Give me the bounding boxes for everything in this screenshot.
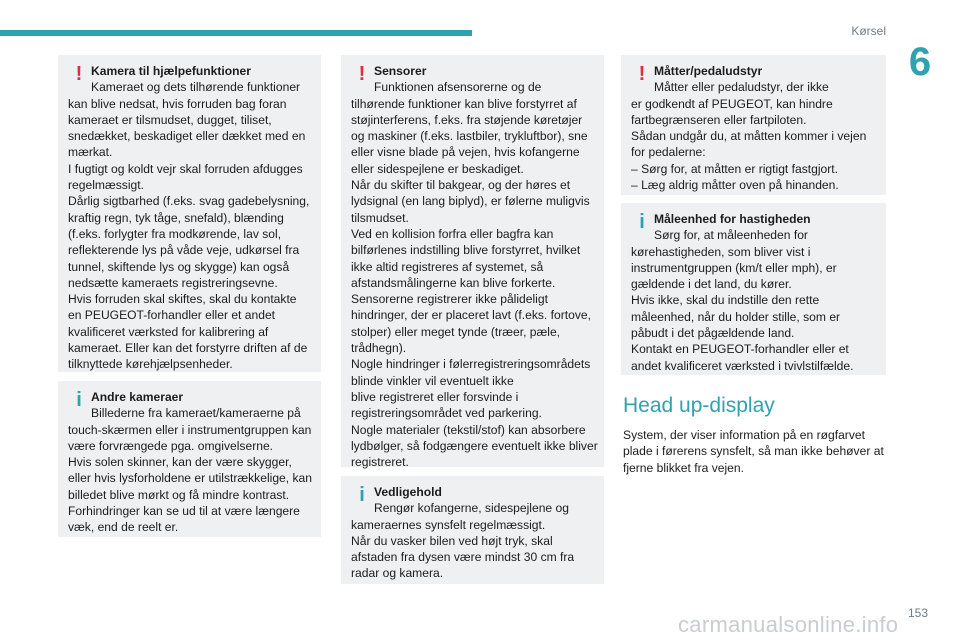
body-paragraph xyxy=(623,427,884,476)
page-number: 153 xyxy=(908,606,929,620)
box-line: Nogle hindringer i følerregistreringsområdets xyxy=(351,357,591,372)
box-line: eller hvis lysforholdene er utilstrækkelige, kan xyxy=(68,471,313,486)
paragraph-line: System, der viser information på en røgfarvet xyxy=(623,428,865,442)
box-line: afstandsmålingerne kan blive forkerte. xyxy=(351,275,556,290)
box-line: instrumentgruppen (km/t eller mph), er xyxy=(631,260,837,275)
box-line: kameraet. Eller kan det forstyrre driften af de xyxy=(68,341,308,356)
box-line: snedækket, beskadiget eller dækket med en xyxy=(68,129,306,144)
box-title: Måtter/pedaludstyr xyxy=(654,64,763,78)
warning-icon: ! xyxy=(638,63,646,85)
box-line: kan blive nedsat, hvis forruden bag foran xyxy=(68,96,287,111)
box-line: tilknyttede kørehjælpsenheder. xyxy=(68,357,233,372)
box-line: Når du vasker bilen ved højt tryk, skal xyxy=(351,533,553,548)
box-line: være forvrængede pga. omgivelserne. xyxy=(68,438,274,453)
box-line: Sensorerne registrerer ikke pålideligt xyxy=(351,292,548,307)
box-line: mærkat. xyxy=(68,145,113,160)
box-line: Rengør kofangerne, sidespejlene og xyxy=(374,501,569,516)
box-line: Sørg for, at måleenheden for xyxy=(654,228,808,243)
paragraph-line: fjerne blikket fra vejen. xyxy=(623,460,744,475)
box-line: blive registreret eller forsvinde i xyxy=(351,389,519,404)
box-line: – Læg aldrig måtter oven på hinanden. xyxy=(631,178,839,193)
box-line: eller sidespejlene er beskadiget. xyxy=(351,161,524,176)
box-header xyxy=(631,211,876,244)
chapter-number: 6 xyxy=(908,40,932,84)
box-line: lydsignal (en lang biplyd), er følerne muligvis xyxy=(351,194,590,209)
box-line: Måtter eller pedaludstyr, der ikke xyxy=(654,80,829,95)
box-header xyxy=(68,63,311,96)
box-line: – Sørg for, at måtten er rigtigt fastgjort. xyxy=(631,161,839,176)
box-line: væk, end de reelt er. xyxy=(68,520,179,535)
box-line: tunnel, skiftende lys og skygge) kan også xyxy=(68,259,290,274)
box-line: nedsætte kameraets registreringsevne. xyxy=(68,275,278,290)
box-line: I fugtigt og koldt vejr skal forruden afdugges xyxy=(68,161,303,176)
box-line: registreret. xyxy=(351,455,409,470)
box-line: tilhørende funktioner kan blive forstyrret af xyxy=(351,96,577,111)
info-box-speed-unit xyxy=(621,203,886,375)
box-line: regelmæssigt. xyxy=(68,178,144,193)
box-header xyxy=(351,63,594,96)
box-line: bilførlenes indstilling blive forstyrret, hvilket xyxy=(351,243,581,258)
box-line: kørehastigheden, som bliver vist i xyxy=(631,244,811,259)
box-line: registreringsområdet ved parkering. xyxy=(351,406,542,421)
box-line: fartbegrænseren eller fartpiloten. xyxy=(631,112,807,127)
box-header xyxy=(351,484,594,517)
box-line: gældende i det land, du kører. xyxy=(631,277,792,292)
box-line: Forhindringer kan se ud til at være længere xyxy=(68,504,300,519)
box-line: eller visne blade på vejen, hvis kofangerne xyxy=(351,145,580,160)
box-line: Dårlig sigtbarhed (f.eks. svag gadebelysning, xyxy=(68,194,310,209)
box-line: kraftig regn, tyk tåge, snefald), blænding xyxy=(68,210,284,225)
warning-box-mats xyxy=(621,55,886,195)
box-line: kameraet er tilsmudset, dugget, tiliset, xyxy=(68,112,272,127)
box-line: Sådan undgår du, at måtten kommer i vejen xyxy=(631,129,867,144)
box-line: støjinterferens, f.eks. fra støjende køretøjer xyxy=(351,112,583,127)
info-box-maintenance xyxy=(341,476,604,584)
box-header xyxy=(68,389,311,422)
paragraph-line: plade i førerens synsfelt, så man ikke behøver at xyxy=(623,444,884,459)
box-line: Funktionen afsensorerne og de xyxy=(374,80,542,95)
box-line: og maskiner (f.eks. lastbiler, trykluftbor), sne xyxy=(351,129,588,144)
box-line: tilsmudset. xyxy=(351,210,409,225)
box-line: en PEUGEOT-forhandler eller et andet xyxy=(68,308,276,323)
box-title: Kamera til hjælpefunktioner xyxy=(91,64,251,78)
box-line: billedet blive mørkt og få mindre kontrast. xyxy=(68,487,290,502)
box-line: er godkendt af PEUGEOT, kan hindre xyxy=(631,96,833,111)
box-line: afstaden fra dysen være mindst 30 cm fra xyxy=(351,550,575,565)
info-box-other-cameras xyxy=(58,381,321,537)
box-title: Andre kameraer xyxy=(91,390,184,404)
box-line: stolper) eller meget tynde (træer, pæle, xyxy=(351,324,561,339)
box-line: Kontakt en PEUGEOT-forhandler eller et xyxy=(631,342,849,357)
box-line: Billederne fra kameraet/kameraerne på xyxy=(91,406,301,421)
box-line: trådhegn). xyxy=(351,341,407,356)
box-line: Hvis forruden skal skiftes, skal du kontakte xyxy=(68,292,297,307)
box-line: reflekterende lys på våde veje, udkørsel fra xyxy=(68,243,300,258)
box-line: ikke altid registreres af systemet, så xyxy=(351,259,544,274)
warning-box-camera xyxy=(58,55,321,372)
box-line: Når du skifter til bakgear, og der høres et xyxy=(351,178,571,193)
box-line: blinde vinkler vil eventuelt ikke xyxy=(351,373,514,388)
box-title: Sensorer xyxy=(374,64,427,78)
box-line: Ved en kollision forfra eller bagfra kan xyxy=(351,226,554,241)
info-icon: i xyxy=(76,389,82,411)
box-line: Kameraet og dets tilhørende funktioner xyxy=(91,80,301,95)
box-line: kameraernes synsfelt regelmæssigt. xyxy=(351,517,546,532)
box-line: for pedalerne: xyxy=(631,145,706,160)
section-heading: Head up-display xyxy=(623,394,775,417)
header-accent-bar xyxy=(0,30,472,36)
info-icon: i xyxy=(359,484,365,506)
box-line: Hvis solen skinner, kan der være skygger, xyxy=(68,455,292,470)
box-line: Hvis ikke, skal du indstille den rette xyxy=(631,293,820,308)
box-line: (f.eks. forlygter fra modkørende, lav sol, xyxy=(68,226,282,241)
box-line: touch-skærmen eller i instrumentgruppen kan xyxy=(68,422,312,437)
watermark: carmanualsonline.info xyxy=(678,612,899,637)
box-line: Nogle materialer (tekstil/stof) kan absorbere xyxy=(351,422,586,437)
warning-icon: ! xyxy=(358,63,366,85)
box-line: andet kvalificeret værksted i tvivlstilfælde. xyxy=(631,358,854,373)
box-line: måleenhed, når du holder stille, som er xyxy=(631,309,841,324)
section-title: Kørsel xyxy=(851,24,886,38)
box-line: kvalificeret værksted for kalibrering af xyxy=(68,324,269,339)
box-line: radar og kamera. xyxy=(351,566,444,581)
info-icon: i xyxy=(639,211,645,233)
box-line: påbudt i det pågældende land. xyxy=(631,326,795,341)
warning-box-sensors xyxy=(341,55,604,470)
box-line: lydbølger, så fodgængere eventuelt ikke bliver xyxy=(351,438,598,453)
warning-icon: ! xyxy=(75,63,83,85)
box-line: hindringer, der er placeret lavt (f.eks. fortove, xyxy=(351,308,591,323)
box-title: Vedligehold xyxy=(374,485,442,499)
box-header xyxy=(631,63,876,96)
box-title: Måleenhed for hastigheden xyxy=(654,212,811,226)
